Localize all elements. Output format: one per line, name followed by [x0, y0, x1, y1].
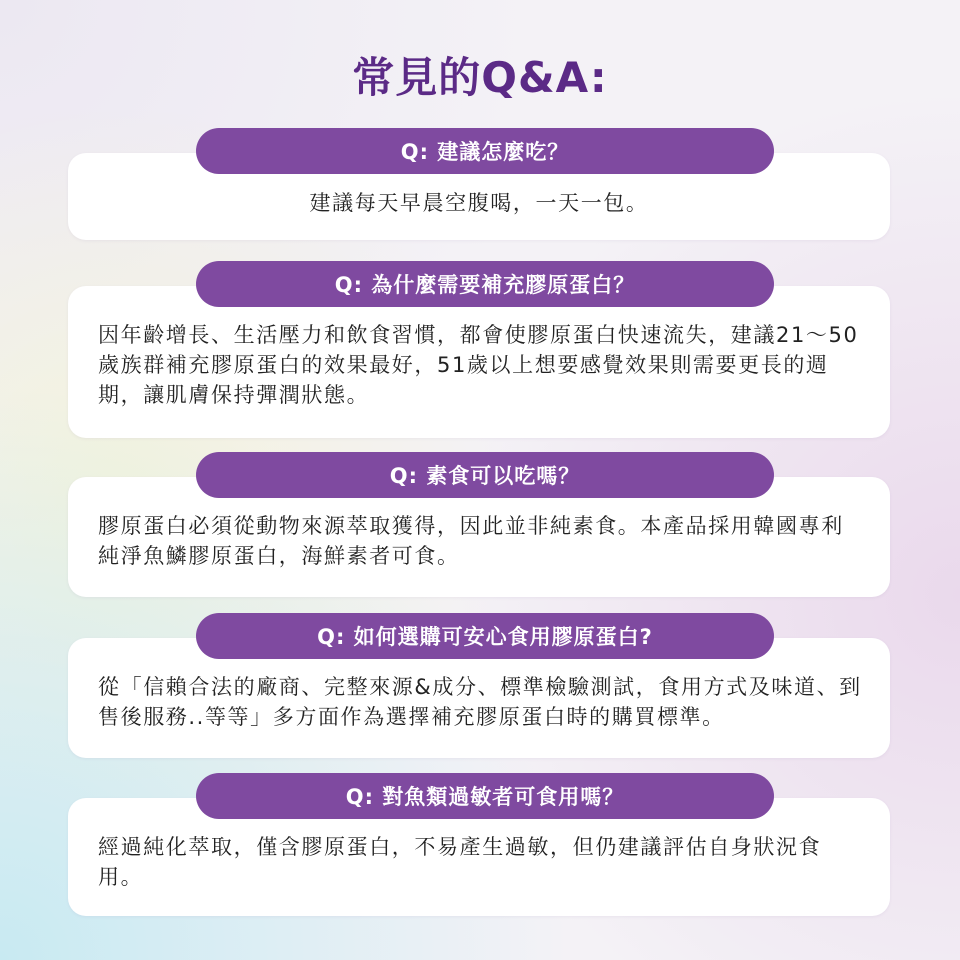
question-pill-4: Q: 如何選購可安心食用膠原蛋白? — [196, 613, 774, 659]
question-pill-3: Q: 素食可以吃嗎？ — [196, 452, 774, 498]
question-pill-1: Q: 建議怎麼吃？ — [196, 128, 774, 174]
answer-text-2: 因年齡增長、生活壓力和飲食習慣，都會使膠原蛋白快速流失，建議21～50歲族群補充膠原蛋白的效果最好，51歲以上想要感覺效果則需要更長的週期，讓肌膚保持彈潤狀態。 — [98, 323, 859, 407]
question-pill-2: Q: 為什麼需要補充膠原蛋白？ — [196, 261, 774, 307]
page-title: 常見的Q&A: — [352, 53, 608, 102]
answer-card-2 — [68, 286, 890, 438]
answer-text-5: 經過純化萃取，僅含膠原蛋白，不易產生過敏，但仍建議評估自身狀況食用。 — [98, 835, 822, 889]
answer-text-3: 膠原蛋白必須從動物來源萃取獲得，因此並非純素食。本產品採用韓國專利純淨魚鱗膠原蛋白，海鮮素者可食。 — [98, 514, 844, 568]
question-pill-5: Q: 對魚類過敏者可食用嗎？ — [196, 773, 774, 819]
answer-text-1: 建議每天早晨空腹喝，一天一包。 — [309, 191, 649, 215]
answer-text-4: 從「信賴合法的廠商、完整來源&成分、標準檢驗測試，食用方式及味道、到售後服務..等等」多方面作為選擇補充膠原蛋白時的購買標準。 — [98, 675, 862, 729]
